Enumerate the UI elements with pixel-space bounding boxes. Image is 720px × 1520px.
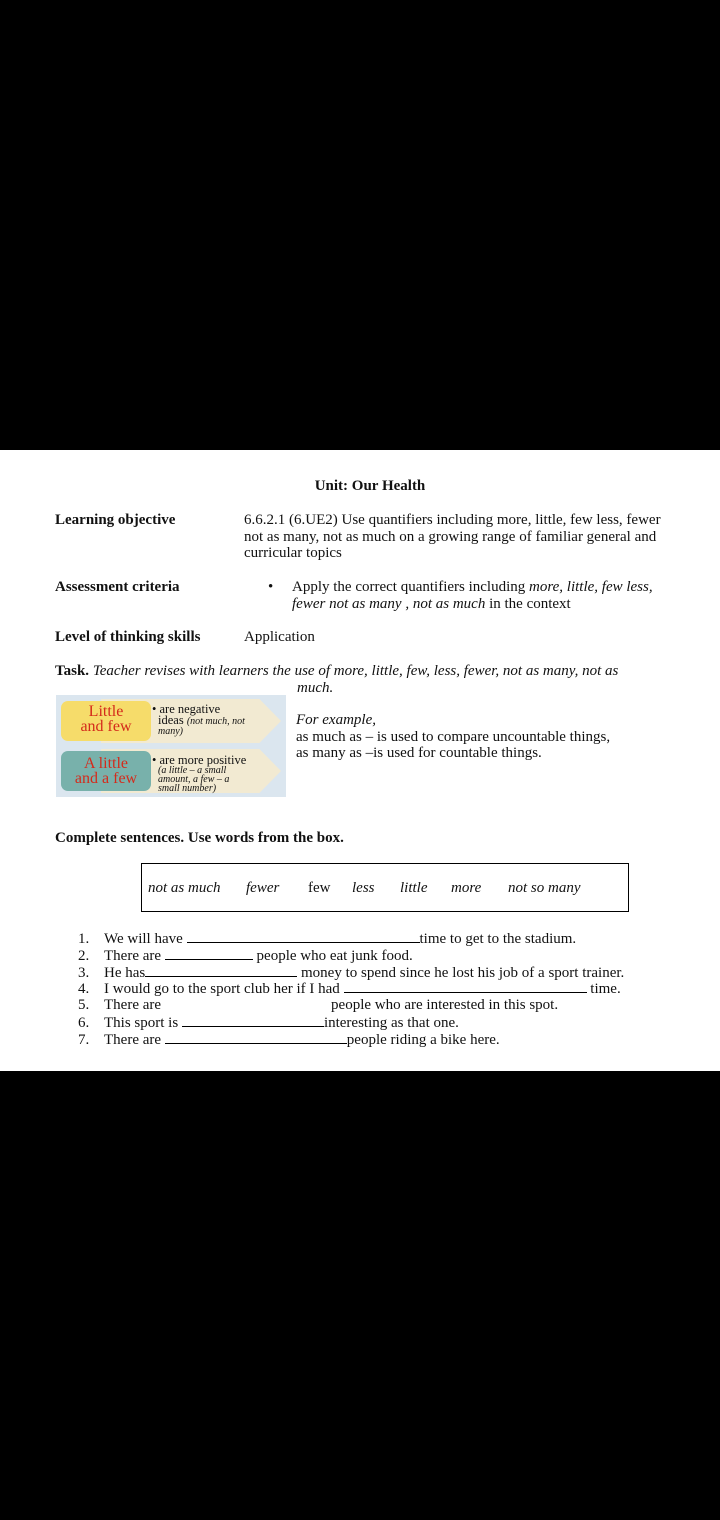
item-number: 1. [78, 931, 90, 947]
box2-desc-paren3: small number) [158, 783, 217, 794]
assessment-criteria-label: Assessment criteria [55, 579, 180, 595]
list-item [78, 997, 678, 1014]
sentence-before: I would go to the sport club her if I had [104, 981, 344, 998]
sentence-before: There are [104, 947, 165, 964]
answer-blank[interactable] [145, 964, 297, 977]
box2-desc-paren2: amount, a few – a [158, 774, 230, 785]
sentence-before: This sport is [104, 1014, 182, 1031]
item-number: 7. [78, 1031, 90, 1048]
criteria-plain-1: Apply the correct quantifiers including [292, 579, 530, 595]
example-line-1: as much as – is used to compare uncountable things, [296, 728, 611, 745]
word-less: less [352, 880, 375, 896]
item-number: 4. [78, 981, 90, 998]
box1-line2: and few [80, 718, 132, 735]
unit-title: Unit: Our Health [314, 478, 426, 494]
assessment-criteria-text [292, 579, 672, 612]
example-intro: For example, [296, 712, 376, 728]
answer-blank[interactable] [182, 1014, 324, 1027]
word-little: little [400, 880, 428, 896]
criteria-quantifiers: more, little, few less, fewer not as many , not as much [292, 579, 653, 612]
sentence-before: There are [104, 997, 162, 1014]
answer-blank[interactable] [344, 980, 587, 993]
instruction-heading: Complete sentences. Use words from the box. [55, 830, 344, 846]
sentence-after: people riding a bike here. [346, 1031, 500, 1048]
sentence-before: He has [104, 964, 146, 981]
sentence-after: time. [586, 981, 621, 998]
answer-blank[interactable] [161, 997, 331, 1009]
list-item [78, 980, 678, 997]
box2-desc-main: • are more positive [152, 753, 247, 767]
little-and-few-box [61, 701, 151, 741]
list-item [78, 947, 678, 964]
task-paragraph [55, 663, 690, 697]
task-text: Teacher revises with learners the use of more, little, few, less, fewer, not as many, not as [92, 663, 619, 679]
box2-line2: and a few [74, 770, 138, 787]
list-item [78, 930, 678, 947]
word-not-as-much: not as much [148, 880, 221, 896]
sentence-before: There are [104, 1031, 165, 1048]
sentence-list [78, 930, 678, 1048]
bullet-icon: • [268, 579, 274, 595]
word-few: few [308, 880, 331, 896]
answer-blank[interactable] [165, 1031, 347, 1044]
box1-desc-paren: (not much, not [186, 716, 245, 727]
word-fewer: fewer [246, 880, 280, 896]
thinking-skills-label: Level of thinking skills [55, 629, 201, 645]
sentence-after: people who eat junk food. [252, 947, 413, 964]
item-number: 2. [78, 947, 90, 964]
box1-desc-line2: ideas [158, 713, 184, 727]
answer-blank[interactable] [187, 930, 420, 943]
learning-objective-label: Learning objective [55, 512, 176, 528]
item-number: 3. [78, 964, 90, 981]
task-text-cont: much. [297, 680, 334, 696]
sentence-after: time to get to the stadium. [419, 931, 577, 947]
box1-line1: Little [88, 703, 124, 720]
sentence-after: interesting as that one. [323, 1014, 459, 1031]
item-number: 5. [78, 997, 90, 1014]
sentence-before: We will have [104, 931, 187, 947]
example-line-2: as many as –is used for countable things. [296, 745, 542, 761]
task-label: Task. [55, 663, 90, 679]
sentence-after: people who are interested in this spot. [331, 997, 559, 1014]
box2-line1: A little [84, 755, 128, 772]
worksheet-page [0, 450, 720, 1071]
a-little-a-few-description [152, 755, 282, 793]
criteria-plain-2: in the context [485, 595, 571, 612]
example-block [296, 712, 656, 762]
box2-desc-paren: (a little – a small [158, 765, 227, 776]
word-box [141, 863, 629, 912]
answer-blank[interactable] [165, 947, 253, 960]
quantifier-infographic [56, 695, 286, 797]
word-not-so-many: not so many [508, 880, 581, 896]
list-item [78, 964, 678, 981]
item-number: 6. [78, 1014, 90, 1031]
little-few-description [152, 704, 282, 737]
word-more: more [451, 880, 482, 896]
box1-desc-paren2: many) [158, 726, 183, 737]
a-little-and-a-few-box [61, 751, 151, 791]
sentence-after: money to spend since he lost his job of a sport trainer. [297, 964, 625, 981]
learning-objective-text: 6.6.2.1 (6.UE2) Use quantifiers including more, little, few less, fewer not as many, not as much on a growing range of familiar general and curricular topics [244, 512, 661, 561]
list-item [78, 1014, 678, 1031]
thinking-skills-value: Application [244, 629, 315, 645]
list-item [78, 1031, 678, 1048]
box1-desc-main: • are negative [152, 702, 221, 716]
